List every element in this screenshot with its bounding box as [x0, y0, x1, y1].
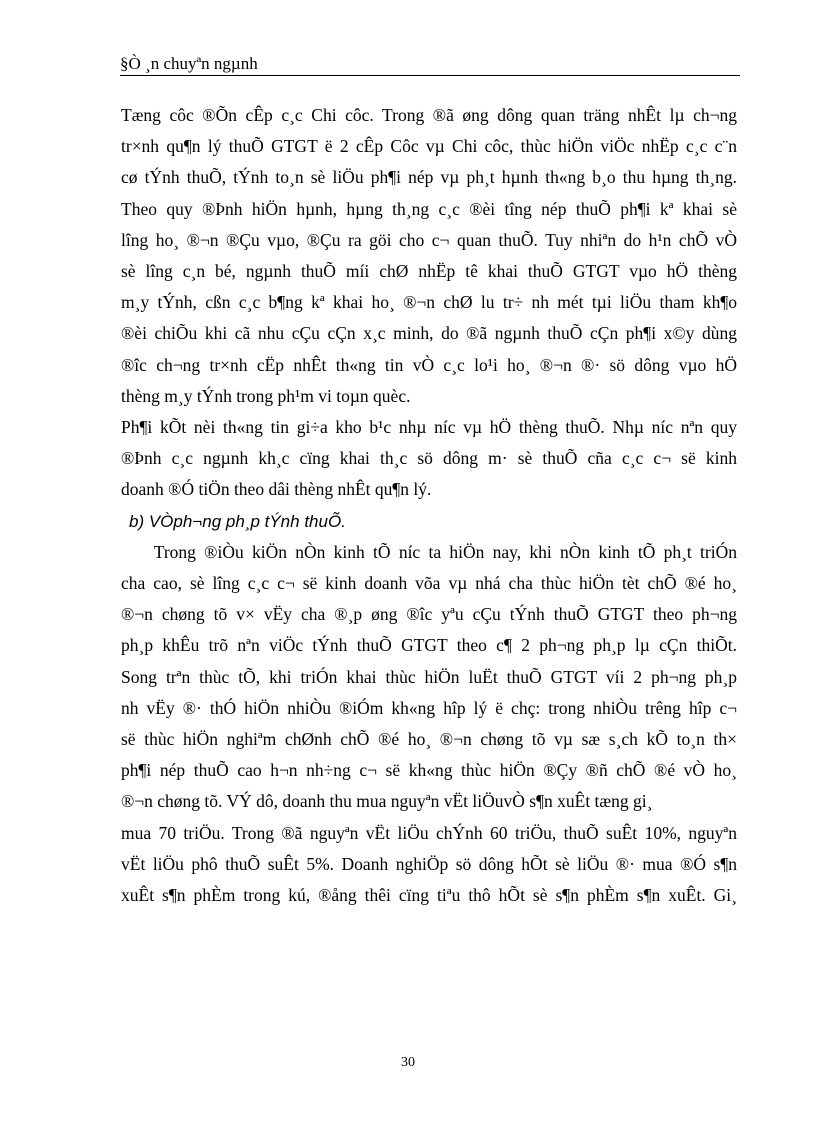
text-line: Song trªn thùc tÕ, khi triÓn khai thùc hiÖn luËt thuÕ GTGT víi 2 ph¬ng ph¸p	[121, 666, 737, 687]
paragraph-tax-system	[121, 100, 737, 412]
section-b-heading: b) VÒph¬ng ph¸p tÝnh thuÕ.	[129, 511, 346, 531]
text-line: vËt liÖu phô thuÕ suÊt 5%. Doanh nghiÖp sö dông hÕt sè liÖu ®· mua ®Ó s¶n	[121, 853, 737, 874]
text-line: ®èi chiÕu khi cã nhu cÇu cÇn x¸c minh, do ®ã ngµnh thuÕ cÇn ph¶i x©y dùng	[121, 323, 737, 344]
text-line: cø tÝnh thuÕ, tÝnh to¸n sè liÖu ph¶i nép vµ ph¸t hµnh th«ng b¸o thu hµng th¸ng.	[121, 167, 737, 188]
text-line: ®Þnh c¸c ngµnh kh¸c cïng khai th¸c sö dông m· sè thuÕ cña c¸c c¬ së kinh	[121, 448, 737, 469]
text-line: lîng ho¸ ®¬n ®Çu vµo, ®Çu ra göi cho c¬ quan thuÕ. Tuy nhiªn do h¹n chÕ vÒ	[121, 229, 737, 250]
text-line: Theo quy ®Þnh hiÖn hµnh, hµng th¸ng c¸c ®èi tîng nép thuÕ ph¶i kª khai sè	[121, 198, 737, 219]
text-line: doanh ®Ó tiÖn theo dâi thèng nhÊt qu¶n lý.	[121, 479, 432, 500]
document-body	[121, 100, 737, 911]
header-divider	[120, 75, 740, 76]
paragraph-tax-method	[121, 537, 737, 911]
text-line: cha cao, sè lîng c¸c c¬ së kinh doanh võa vµ nhá cha thùc hiÖn tèt chÕ ®é ho¸	[121, 573, 737, 594]
text-line: tr×nh qu¶n lý thuÕ GTGT ë 2 cÊp Côc vµ Chi côc, thùc hiÖn viÖc nhËp c¸c c¨n	[121, 136, 737, 157]
text-line: xuÊt s¶n phÈm trong kú, ®ång thêi cïng tiªu thô hÕt sè s¶n phÈm s¶n xuÊt. Gi¸	[121, 885, 737, 906]
text-line: ®¬n chøng tõ v× vËy cha ®¸p øng ®îc yªu cÇu tÝnh thuÕ GTGT theo ph¬ng	[121, 604, 737, 625]
text-line: së thùc hiÖn nghiªm chØnh chÕ ®é ho¸ ®¬n chøng tõ vµ sæ s¸ch kÕ to¸n th×	[121, 729, 737, 750]
text-line: Trong ®iÒu kiÖn nÒn kinh tÕ níc ta hiÖn nay, khi nÒn kinh tÕ ph¸t triÓn	[121, 541, 737, 562]
text-line: nh vËy ®· thÓ hiÖn nhiÒu ®iÓm kh«ng hîp lý ë chç: trong nhiÒu trêng hîp c¬	[121, 697, 737, 718]
text-line: thèng m¸y tÝnh trong ph¹m vi toµn quèc.	[121, 385, 411, 406]
text-line: ®¬n chøng tõ. VÝ dô, doanh thu mua nguyªn vËt liÖuvÒ s¶n xuÊt tæng gi¸	[121, 791, 653, 812]
page-number: 30	[401, 1055, 415, 1070]
text-line: ph¶i nép thuÕ cao h¬n nh÷ng c¬ së kh«ng thùc hiÖn ®Çy ®ñ chÕ ®é vÒ ho¸	[121, 760, 737, 781]
page-header-title: §Ò ¸n chuyªn ngµnh	[120, 54, 258, 73]
text-line: m¸y tÝnh, cßn c¸c b¶ng kª khai ho¸ ®¬n chØ lu tr÷ nh mét tµi liÖu tham kh¶o	[121, 292, 737, 313]
text-line: Ph¶i kÕt nèi th«ng tin gi÷a kho b¹c nhµ níc vµ hÖ thèng thuÕ. Nhµ níc nªn quy	[121, 417, 737, 438]
text-line: Tæng côc ®Õn cÊp c¸c Chi côc. Trong ®ã øng dông quan träng nhÊt lµ ch¬ng	[121, 105, 737, 125]
text-line: ®îc ch¬ng tr×nh cËp nhÊt th«ng tin vÒ c¸c lo¹i ho¸ ®¬n ®· sö dông vµo hÖ	[121, 354, 737, 375]
text-line: mua 70 triÖu. Trong ®ã nguyªn vËt liÖu chÝnh 60 triÖu, thuÕ suÊt 10%, nguyªn	[121, 822, 737, 843]
paragraph-treasury-link	[121, 412, 737, 506]
text-line: ph¸p khÊu trõ nªn viÖc tÝnh thuÕ GTGT theo c¶ 2 ph¬ng ph¸p lµ cÇn thiÕt.	[121, 635, 737, 656]
text-line: sè lîng c¸n bé, ngµnh thuÕ míi chØ nhËp tê khai thuÕ GTGT vµo hÖ thèng	[121, 261, 737, 282]
